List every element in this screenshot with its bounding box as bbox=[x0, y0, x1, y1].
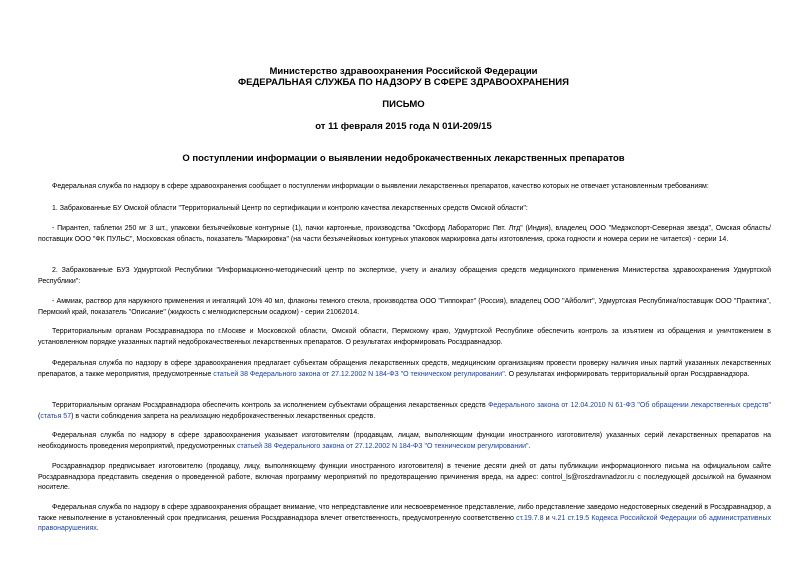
article-19-5-link[interactable]: ч.21 ст.19.5 bbox=[551, 514, 590, 522]
paragraph-liability: Федеральная служба по надзору в сфере здравоохранения обращает внимание, что непредставление или несвоевременное представление, либо представление заведомо недостоверных сведений в Росздравнадзор, а также невыполнение в установленный срок предписания, решения Росздравнадзора влечет ответственность, предусмотренную соответственно ст.19.7.8 и ч.21 ст.19.5 Кодекса Российской Федерации об административных правонарушениях. bbox=[38, 504, 772, 532]
admin-code-link[interactable]: Кодекса Российской Федерации об административных правонарушениях bbox=[38, 514, 772, 532]
paragraph-item-1-detail: - Пирантел, таблетки 250 мг 3 шт., упаковки безъячейковые контурные (1), пачки картонные, производства "Оксфорд Лабораторис Пвт. Лтд" (Индия), владелец ООО "Медэкспорт-Северная звезда", Омская область/поставщик ООО "ФК ПУЛЬС", Московская область, показатель "Маркировка" (на части безъячейковых контурных упаковок маркировка даты изготовления, срока годности и номера серии не читается) - серии 14. bbox=[38, 225, 771, 243]
paragraph-prescription: Росздравнадзор предписывает изготовителю (продавцу, лицу, выполняющему функции иностранного изготовителя) в течение десяти дней от даты публикации информационного письма на официальном сайте Росздравнадзора представить сведения о проведенной работе, включая программу мероприятий по предотвращению причинения вреда, на адрес: control_ls@roszdravnadzor.ru с последующей досылкой на бумажном носителе. bbox=[38, 463, 771, 491]
paragraph-item-2-detail: - Аммиак, раствор для наружного применения и ингаляций 10% 40 мл, флаконы темного стекла, производства ООО "Гиппократ" (Россия), владелец ООО "Айболит", Удмуртская Республика/поставщик ООО "Практика", Пермский край, показатель "Описание" (жидкость с мелкодисперсным осадком) - серии 21062014. bbox=[38, 298, 771, 316]
service-name: ФЕДЕРАЛЬНАЯ СЛУЖБА ПО НАДЗОРУ В СФЕРЕ ЗДРАВООХРАНЕНИЯ bbox=[238, 77, 569, 88]
paragraph-enforcement: Территориальным органам Росздравнадзора обеспечить контроль за исполнением субъектами обращения лекарственных средств Федерального закона от 12.04.2010 N 61-ФЗ "Об обращении лекарственных средств" (статья 57) в части соблюдения запрета на реализацию недоброкачественных лекарственных средств. bbox=[38, 402, 771, 420]
document-type: ПИСЬМО bbox=[382, 99, 425, 110]
paragraph-territorial-control: Территориальным органам Росздравнадзора по г.Москве и Московской области, Омской области, Пермскому краю, Удмуртской Республике обеспечить контроль за изъятием из обращения и уничтожением в установленном порядке указанных партий недоброкачественных лекарственных препаратов. О результатах информировать Росздравнадзор. bbox=[38, 328, 771, 346]
ministry-name: Министерство здравоохранения Российской Федерации bbox=[269, 66, 538, 77]
document-subject: О поступлении информации о выявлении недоброкачественных лекарственных препаратов bbox=[182, 153, 625, 164]
paragraph-recommendation: Федеральная служба по надзору в сфере здравоохранения предлагает субъектам обращения лекарственных средств, медицинским организациям провести проверку наличия иных партий указанных лекарственных препаратов, а также мероприятия, предусмотренные статьей 38 Федерального закона от 27.12.2002 N 184-ФЗ "О техническом регулировании". О результатах информировать территориальный орган Росздравнадзора. bbox=[38, 360, 771, 378]
paragraph-manufacturers: Федеральная служба по надзору в сфере здравоохранения указывает изготовителям (продавцам, лицам, выполняющим функции иностранного изготовителя) указанных серий лекарственных препаратов на необходимость проведения мероприятий, предусмотренных статьей 38 Федерального закона от 27.12.2002 N 184-ФЗ "О техническом регулировании". bbox=[38, 432, 771, 450]
law-184-link[interactable]: статьей 38 Федерального закона от 27.12.2002 N 184-ФЗ "О техническом регулировании" bbox=[213, 370, 505, 378]
paragraph-intro: Федеральная служба по надзору в сфере здравоохранения сообщает о поступлении информации о выявлении лекарственных препаратов, качество которых не отвечает установленным требованиям: bbox=[52, 183, 709, 190]
law-61-link[interactable]: Федерального закона от 12.04.2010 N 61-ФЗ "Об обращении лекарственных средств" bbox=[488, 402, 771, 409]
law-184-link-2[interactable]: статьей 38 Федерального закона от 27.12.2002 N 184-ФЗ "О техническом регулировании" bbox=[237, 442, 529, 450]
document-date: от 11 февраля 2015 года N 01И-209/15 bbox=[315, 121, 492, 132]
paragraph-item-2: 2. Забракованные БУЗ Удмуртской Республики "Информационно-методический центр по экспертизе, учету и анализу обращения средств медицинского применения Министерства здравоохранения Удмуртской Республики": bbox=[38, 267, 771, 285]
paragraph-item-1: 1. Забракованные БУ Омской области "Территориальный Центр по сертификации и контролю качества лекарственных средств Омской области": bbox=[52, 205, 528, 212]
article-57-link[interactable]: статья 57 bbox=[40, 412, 72, 420]
article-19-7-8-link[interactable]: ст.19.7.8 bbox=[516, 514, 544, 522]
